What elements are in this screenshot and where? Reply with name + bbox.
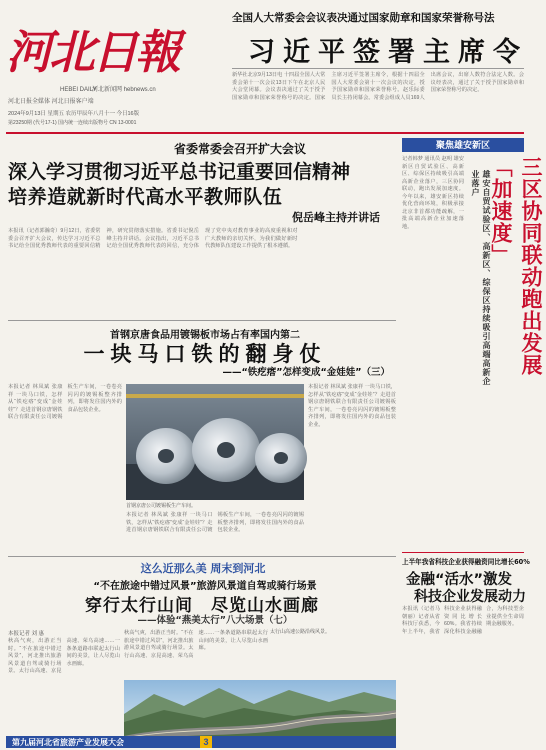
main-feature-byline: 倪岳峰主持并讲话 [292,211,380,224]
top-story-body: 新华社北京9月13日电 十四届全国人大常委会第十一次会议13日下午在北京人民大会堂闭幕。会议表决通过了关于授予国家勋章和国家荣誉称号的决定。国家主席习近平签署主席令，根据十四届全国人大常委会第十一次会议的决定，授予国家勋章和国家荣誉称号。赵乐际委员长主持闭幕会。常委会组成人员169人出席会议，出席人数符合法定人数。会议经表决，通过了关于授予国家勋章和国家荣誉称号的决定。 [232,72,524,101]
bottom-story-body: 秋高气爽，出游正当时。“不在旅途中错过风景”，河北推出旅游风景道自驾或骑行场景。太行山高速、京昆高速、荣乌高速……一条条道路串联起太行山间的美景，让人尽览山水画廊。 [8,638,120,674]
second-story-kicker: 首钢京唐食品用镀锡板市场占有率国内第二 [110,330,300,341]
mountain-road-photo-caption: 太行山高速公路沿线风景。 [270,629,331,635]
mountain-road-photo [124,680,396,736]
divider [402,552,524,553]
masthead-site: 河北新闻网 hebnews.cn [92,87,156,93]
steel-coil-photo-caption: 首钢京唐公司镀锡板生产车间。 [126,503,197,509]
bottom-story-kicker: “不在旅途中错过风景”旅游风景道自驾或骑行场景 [93,581,317,592]
masthead-issue: 第23250期 (代号17-1) 国内统一连续出版物号 CN 13-0001 [8,120,137,126]
main-feature-headline-2: 培养造就新时代高水平教师队伍 [8,186,283,208]
bottom-right-body: 本报讯（记者马朝丽）记者从省科技厅获悉，今年上半年，我省科技企业获得融资同比增长60%。我省持续深化科技金融融合，为科技型企业提供全生命周期金融服务。 [402,606,524,635]
divider [232,68,524,69]
bottom-right-headline-1: 金融“活水”激发 [406,572,513,588]
column-tag: 这么近那么美 周末到河北 [140,562,266,575]
second-story-body-cont: 本报记者 林凤斌 张康祥 一块马口铁，怎样从“铁疙瘩”变成“金娃娃”？走进首钢京唐钢铁联合有限责任公司镀锡板生产车间，一卷卷亮闪闪的镀锡板整齐排列，即将发往国内外的食品包装企业。 [308,384,396,428]
second-story-body-lower: 本报记者 林凤斌 张康祥 一块马口铁，怎样从“铁疙瘩”变成“金娃娃”？走进首钢京唐钢铁联合有限责任公司镀锡板生产车间，一卷卷亮闪闪的镀锡板整齐排列，即将发往国内外的食品包装企业。 [126,512,304,533]
masthead-pinyin: HEBEI DAILY [60,87,97,93]
masthead-rule [6,132,524,134]
top-story-kicker: 全国人大常委会会议表决通过国家勋章和国家荣誉称号法 [232,12,495,24]
divider [8,320,396,321]
second-story-body: 本报记者 林凤斌 张康祥 一块马口铁，怎样从“铁疙瘩”变成“金娃娃”？走进首钢京唐钢铁联合有限责任公司镀锡板生产车间，一卷卷亮闪闪的镀锡板整齐排列，即将发往国内外的食品包装企业。 [8,384,122,420]
second-story-headline: 一块马口铁的翻身仗 [83,342,327,366]
main-feature-headline-1: 深入学习贯彻习近平总书记重要回信精神 [8,161,351,183]
steel-coil-photo-graphic [126,384,304,500]
masthead-date: 2024年9月13日 星期五 农历甲辰年八月十一 今日16版 [8,111,140,117]
main-feature-kicker: 省委常委会召开扩大会议 [173,142,306,156]
right-column-subhead: 雄安自贸试验区、高新区、综保区持续吸引高端高新企业落户 [471,170,491,386]
divider [8,556,396,557]
footer-promo-page: 3 [200,736,212,748]
bottom-story-body-cont: 秋高气爽，出游正当时。“不在旅途中错过风景”，河北推出旅游风景道自驾或骑行场景。太行山高速、京昆高速、荣乌高速……一条条道路串联起太行山间的美景，让人尽览山水画廊。 [124,630,268,659]
footer-promo-text: 第九届河北省旅游产业发展大会 [12,738,124,747]
right-column-body: 记者韩梦 通讯员 赵明 雄安新区自贸试验区、高新区、综保区持续吸引高端高新企业落户，三区协同联动，跑出发展加速度。今年以来，雄安新区持续优化营商环境，积极承接北京非首都功能疏解，一批高端高新企业加速落地。 [402,156,464,230]
bottom-right-headline-2: 科技企业发展动力 [414,589,526,605]
masthead-logo: 河北日報 [6,25,178,79]
bottom-story-byline: 本报记者 刘 惠 [8,631,45,637]
main-feature-body: 本报讯（记者郭瀚奇）9月12日，省委常委会召开扩大会议，传达学习习近平总书记给全国优秀教师代表的重要回信精神，研究贯彻落实措施。省委书记倪岳峰主持并讲话。会议指出，习近平总书记给全国优秀教师代表的回信，充分体现了党中央对教育事业的高度重视和对广大教师的亲切关怀，为我们做好新时代教师队伍建设工作提供了根本遵循。 [8,228,298,249]
bottom-story-headline: 穿行太行山间 尽览山水画廊 [85,596,319,616]
bottom-right-kicker: 上半年我省科技企业获得融资同比增长60% [402,558,530,566]
masthead-slogan: 河北日报全媒体 河北日报客户端 [8,99,94,105]
bottom-story-subhead: ——体验“燕美太行”八大场景（七） [137,615,293,626]
mountain-road-photo-graphic [124,680,396,736]
right-column-headline: 三区协同联动跑出发展「加速度」 [489,156,543,376]
right-column-banner: 聚焦雄安新区 [402,138,524,152]
top-story-headline: 习近平签署主席令 [248,37,528,68]
steel-coil-photo [126,384,304,500]
second-story-subhead: ——“铁疙瘩”怎样变成“金娃娃”（三） [222,367,390,378]
